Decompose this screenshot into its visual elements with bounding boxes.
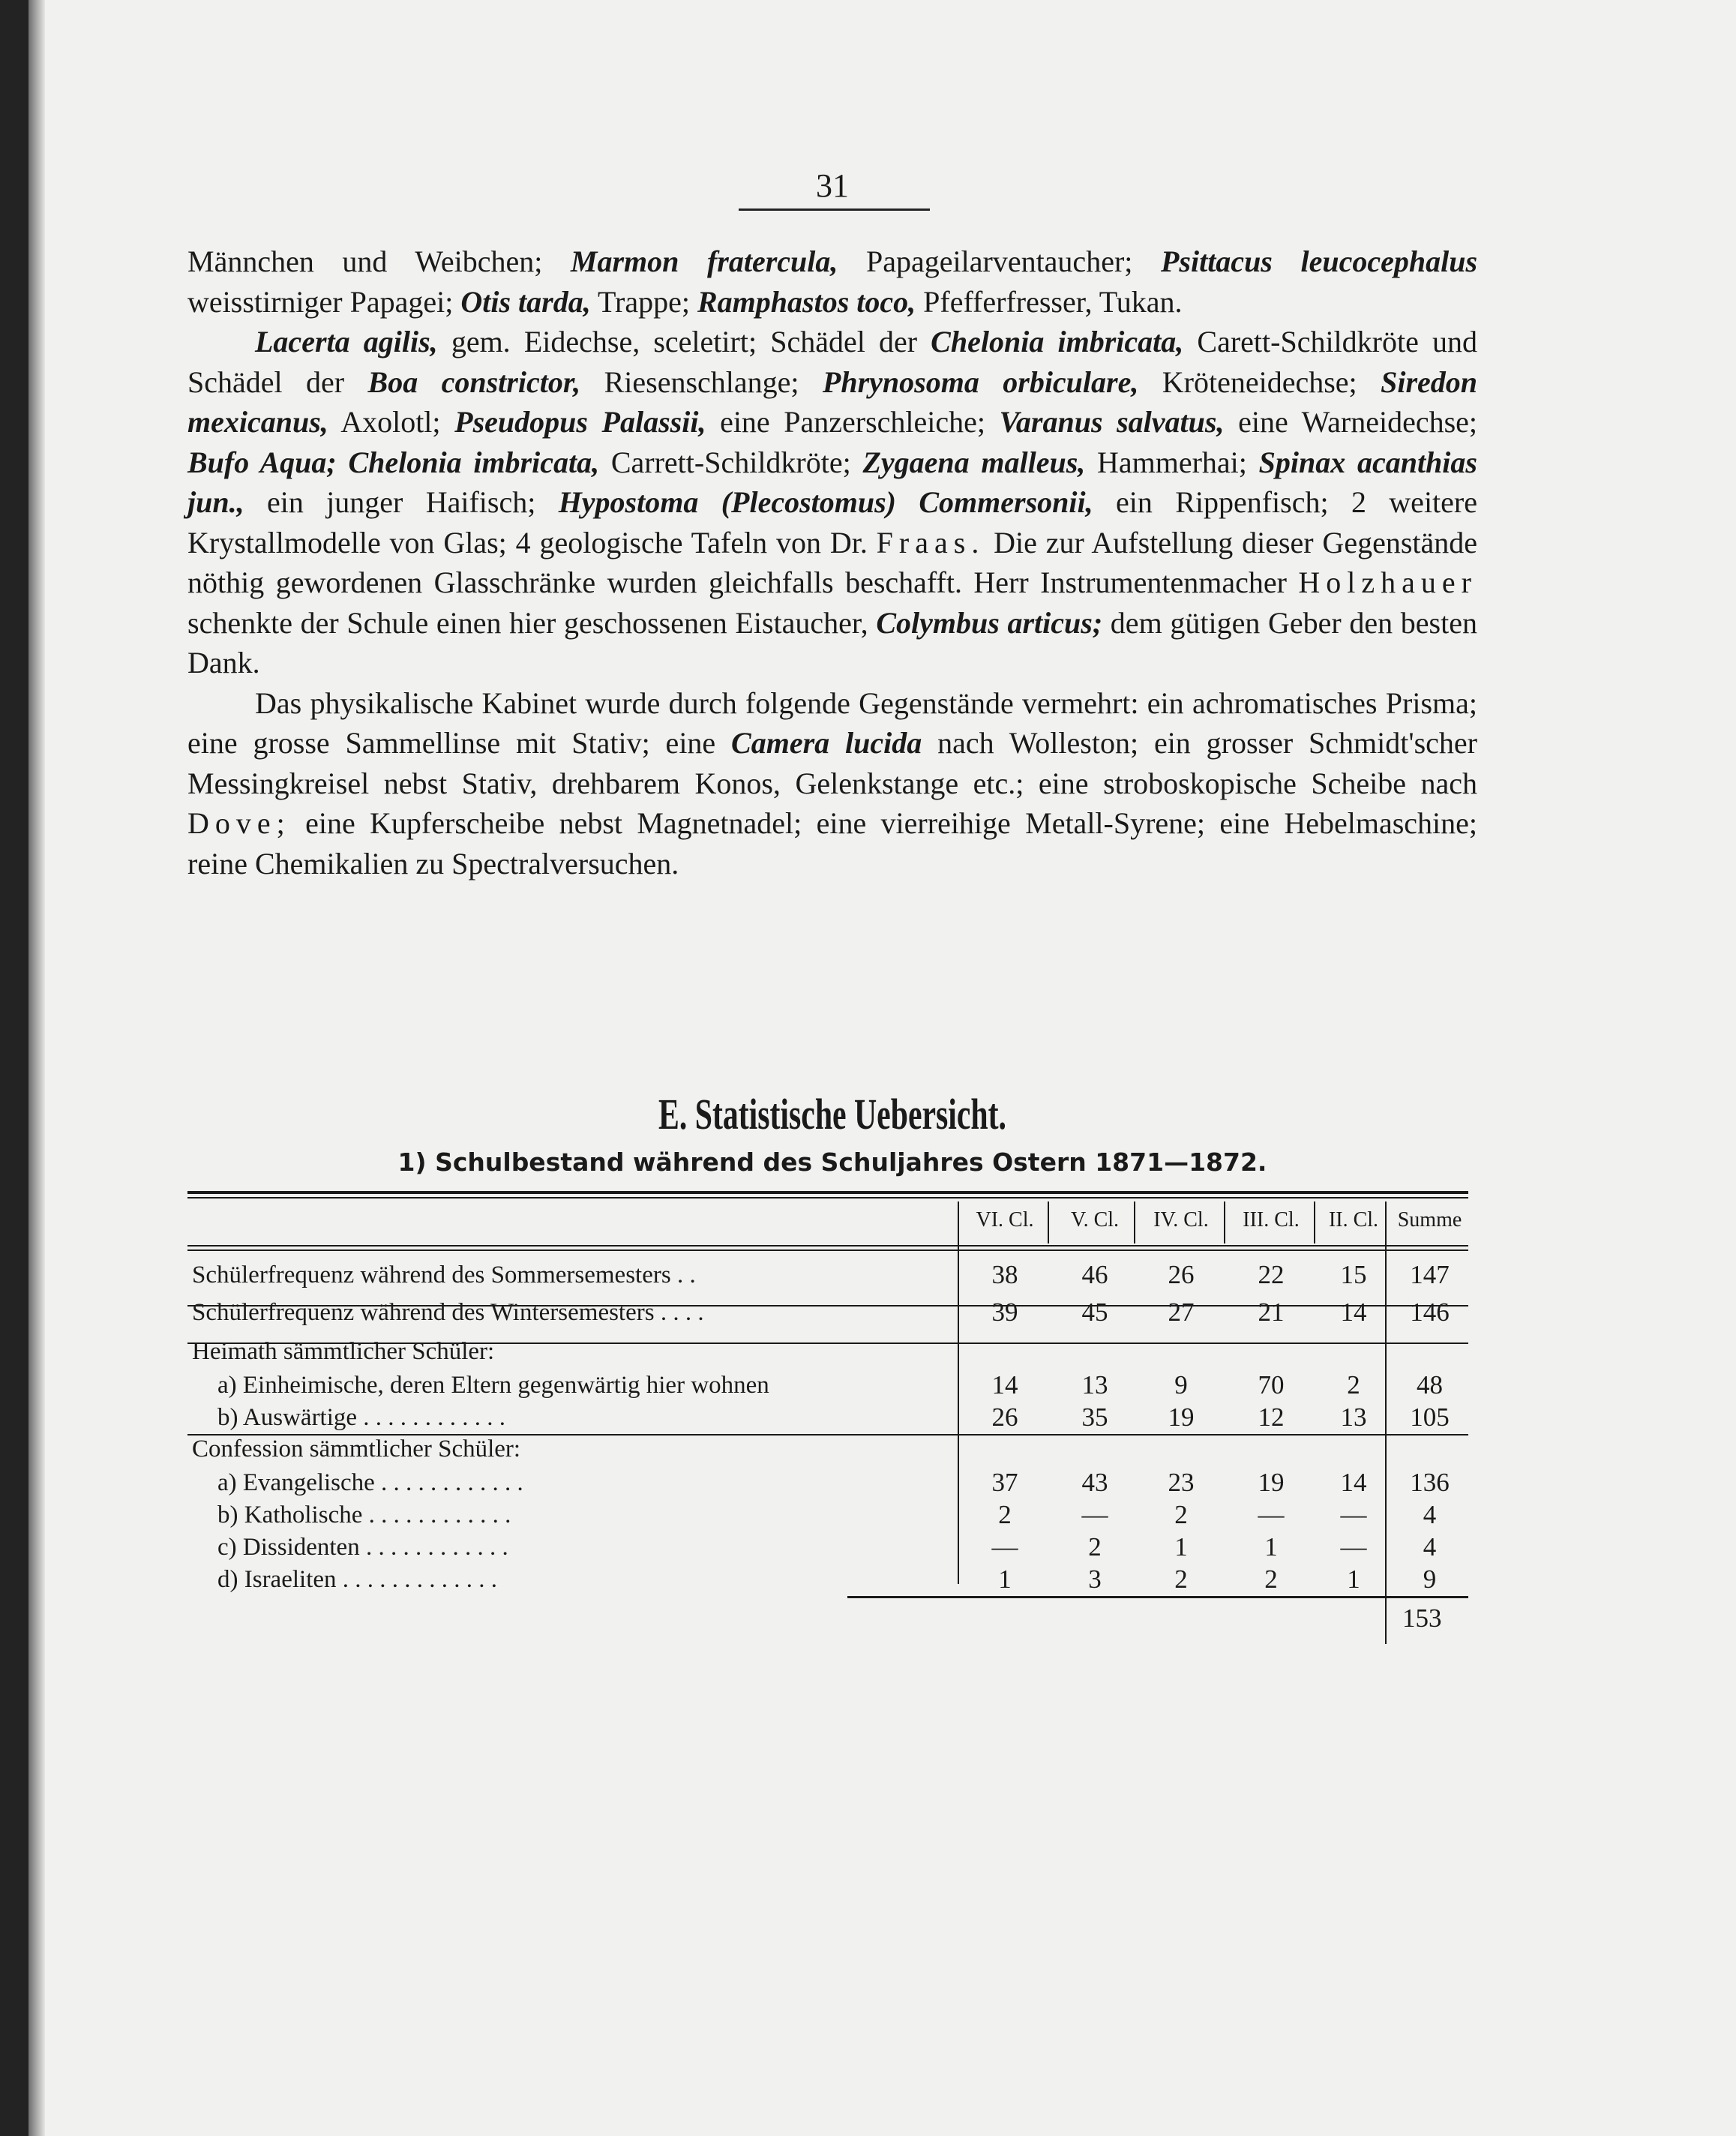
text-run: schenkte der Schule einen hier geschossenen Eistaucher,	[187, 605, 877, 640]
table-cell: 21	[1258, 1298, 1285, 1327]
grand-total: 153	[1402, 1604, 1442, 1633]
text-run: Hypostoma (Plecostomus) Commersonii,	[558, 485, 1093, 519]
column-header: V. Cl.	[1070, 1208, 1120, 1232]
table-cell: 2	[1174, 1500, 1188, 1529]
table-cell: 13	[1081, 1370, 1108, 1400]
text-run: Riesenschlange;	[580, 364, 823, 399]
text-run: Holzhauer	[1298, 566, 1477, 599]
row-label: Schülerfrequenz während des Sommersemesters . .	[192, 1262, 696, 1288]
row-label: Schülerfrequenz während des Wintersemesters . . . .	[192, 1299, 704, 1326]
text-run: Boa constrictor,	[367, 364, 581, 399]
table-cell: 26	[1168, 1260, 1195, 1289]
table-cell: —	[1340, 1532, 1367, 1562]
table-top-rule-thin	[187, 1197, 1468, 1198]
text-run: Otis tarda,	[460, 284, 591, 319]
text-run: Chelonia imbricata,	[931, 325, 1184, 358]
paragraph-physics-cabinet	[187, 683, 1477, 884]
row-label: b) Katholische . . . . . . . . . . . .	[217, 1502, 511, 1528]
column-header: IV. Cl.	[1153, 1208, 1209, 1232]
table-cell: —	[1258, 1500, 1285, 1529]
table-cell: 22	[1258, 1260, 1285, 1289]
column-divider	[1224, 1202, 1225, 1244]
text-run: Marmon fratercula,	[570, 244, 838, 278]
table-cell: 26	[991, 1402, 1018, 1432]
table-cell: 4	[1423, 1500, 1437, 1529]
table-cell: 14	[1340, 1468, 1367, 1497]
table-cell: 9	[1423, 1564, 1437, 1594]
text-run: Camera lucida	[731, 726, 922, 760]
column-divider	[1048, 1202, 1049, 1244]
text-run: ein junger Haifisch;	[244, 485, 559, 519]
table-cell: 46	[1081, 1260, 1108, 1289]
column-divider	[958, 1202, 959, 1584]
table-cell: 45	[1081, 1298, 1108, 1327]
table-cell: 48	[1417, 1370, 1443, 1400]
table-cell: 3	[1088, 1564, 1102, 1594]
table-cell: 38	[991, 1260, 1018, 1289]
text-run: gem. Eidechse, sceletirt; Schädel der	[437, 325, 931, 358]
table-cell: 2	[1347, 1370, 1360, 1400]
header-rule	[187, 1245, 1468, 1246]
table-cell: 2	[1088, 1532, 1102, 1562]
summe-divider	[1385, 1202, 1387, 1644]
text-run: Psittacus leucocephalus	[1160, 244, 1478, 278]
text-run: Varanus salvatus,	[999, 405, 1225, 439]
table-cell: 146	[1410, 1298, 1450, 1327]
table-cell: 1	[1264, 1532, 1278, 1562]
table-cell: 9	[1174, 1370, 1188, 1400]
paragraph-collection-reptiles	[187, 322, 1477, 683]
table-cell: 4	[1423, 1532, 1437, 1562]
table-cell: 70	[1258, 1370, 1285, 1400]
text-run: Axolotl;	[328, 405, 455, 439]
column-header: III. Cl.	[1243, 1208, 1300, 1232]
table-cell: —	[991, 1532, 1018, 1562]
row-label: c) Dissidenten . . . . . . . . . . . .	[217, 1534, 508, 1561]
text-run: Lacerta agilis,	[255, 325, 438, 358]
table-cell: 13	[1340, 1402, 1367, 1432]
table-cell: 37	[991, 1468, 1018, 1497]
row-label: Confession sämmtlicher Schüler:	[192, 1436, 521, 1462]
row-label: d) Israeliten . . . . . . . . . . . . .	[217, 1566, 498, 1593]
table-cell: 2	[1174, 1564, 1188, 1594]
book-binding-shadow	[0, 0, 28, 2136]
text-run: Spinax acanthias jun.,	[187, 445, 1477, 519]
text-run: Colymbus articus;	[876, 605, 1103, 640]
row-label: Heimath sämmtlicher Schüler:	[192, 1338, 495, 1365]
sum-rule	[847, 1596, 1468, 1598]
text-run: eine Kupferscheibe nebst Magnetnadel; eine vierreihige Metall-Syrene; eine Hebelmaschine; reine Chemikalien zu Spectralversuchen.	[187, 806, 1477, 880]
table-cell: —	[1081, 1500, 1108, 1529]
text-run: Männchen und Weibchen;	[187, 244, 571, 278]
table-cell: 12	[1258, 1402, 1285, 1432]
table-top-rule	[187, 1191, 1468, 1194]
text-run: Phrynosoma orbiculare,	[822, 364, 1139, 399]
paragraph-collection-birds	[187, 242, 1477, 322]
row-label: a) Einheimische, deren Eltern gegenwärtig hier wohnen	[217, 1372, 769, 1399]
table-cell: 43	[1081, 1468, 1108, 1497]
table-cell: 14	[1340, 1298, 1367, 1327]
text-run: Pseudopus Palassii,	[454, 405, 706, 439]
table-cell: 39	[991, 1298, 1018, 1327]
table-title: 1) Schulbestand während des Schuljahres Ostern 1871—1872.	[397, 1148, 1267, 1177]
row-label: a) Evangelische . . . . . . . . . . . .	[217, 1469, 523, 1496]
text-run: Papageilarventaucher;	[838, 244, 1161, 278]
table-cell: 14	[991, 1370, 1018, 1400]
page-gutter	[28, 0, 45, 2136]
text-run: eine Panzerschleiche;	[706, 405, 1000, 439]
text-run: Fraas.	[876, 525, 985, 560]
body-text	[187, 242, 1477, 884]
text-run: Krötenеidechse;	[1138, 364, 1381, 399]
page-number: 31	[816, 167, 849, 204]
table-cell: 23	[1168, 1468, 1195, 1497]
table-cell: 1	[1174, 1532, 1188, 1562]
page-number-rule	[739, 208, 930, 211]
column-header: Summe	[1397, 1208, 1462, 1232]
statistics-table	[187, 1191, 1468, 1633]
column-divider	[1314, 1202, 1315, 1244]
text-run: Dove;	[187, 806, 291, 840]
text-run: Ramphastos toco,	[697, 284, 916, 319]
text-run: Carrett-Schildkröte;	[599, 445, 863, 479]
table-cell: 19	[1168, 1402, 1195, 1432]
text-run: eine Warneidechse;	[1224, 405, 1478, 439]
table-cell: —	[1340, 1500, 1367, 1529]
text-run: Das physikalische Kabinet wurde durch folgende Gegenstände vermehrt: ein achromatisches Prisma; eine grosse Sammellinse mit Stativ; eine	[187, 686, 1477, 760]
table-cell: 1	[998, 1564, 1012, 1594]
table-cell: 2	[998, 1500, 1012, 1529]
text-run: Carett-Schildkröte und Schädel der	[187, 325, 1477, 399]
table-cell: 35	[1081, 1402, 1108, 1432]
text-run: Bufo Aqua;	[187, 445, 337, 479]
text-run: Trappe;	[590, 284, 697, 319]
text-run: Siredon mexicanus,	[187, 364, 1478, 439]
table-cell: 2	[1264, 1564, 1278, 1594]
table-cell: 147	[1410, 1260, 1450, 1289]
table-cell: 27	[1168, 1298, 1195, 1327]
column-divider	[1134, 1202, 1135, 1244]
table-cell: 105	[1410, 1402, 1450, 1432]
text-run: Hammerhai;	[1085, 445, 1259, 479]
section-heading: E. Statistische Uebersicht.	[658, 1090, 1006, 1138]
text-run: Zygaena malleus,	[862, 445, 1086, 479]
text-run: nach Wolleston; ein grosser Schmidt'scher Messingkreisel nebst Stativ, drehbarem Konos, Gelenkstange etc.; eine stroboskopische Scheibe nach	[187, 726, 1477, 800]
table-cell: 15	[1340, 1260, 1367, 1289]
text-run: Die zur Aufstellung dieser Gegenstände nöthig gewordenen Glasschränke wurden gleichfalls beschafft. Herr Instrumentenmacher	[187, 525, 1478, 599]
column-header: II. Cl.	[1328, 1208, 1379, 1232]
text-run: ein Rippenfisch; 2 weitere Krystallmodelle von Glas; 4 geologische Tafeln von Dr.	[187, 485, 1477, 560]
table-cell: 136	[1410, 1468, 1450, 1497]
text-run: dem gütigen Geber den besten Dank.	[187, 605, 1477, 680]
column-header: VI. Cl.	[976, 1208, 1034, 1232]
text-run: Chelonia imbricata,	[348, 445, 600, 479]
text-run	[337, 446, 349, 479]
text-run: weisstirniger Papagei;	[187, 284, 461, 319]
row-label: b) Auswärtige . . . . . . . . . . . .	[217, 1404, 506, 1431]
header-rule-double	[187, 1250, 1468, 1251]
text-run: Pfefferfresser, Tukan.	[916, 284, 1183, 319]
table-cell: 19	[1258, 1468, 1285, 1497]
table-cell: 1	[1347, 1564, 1360, 1594]
